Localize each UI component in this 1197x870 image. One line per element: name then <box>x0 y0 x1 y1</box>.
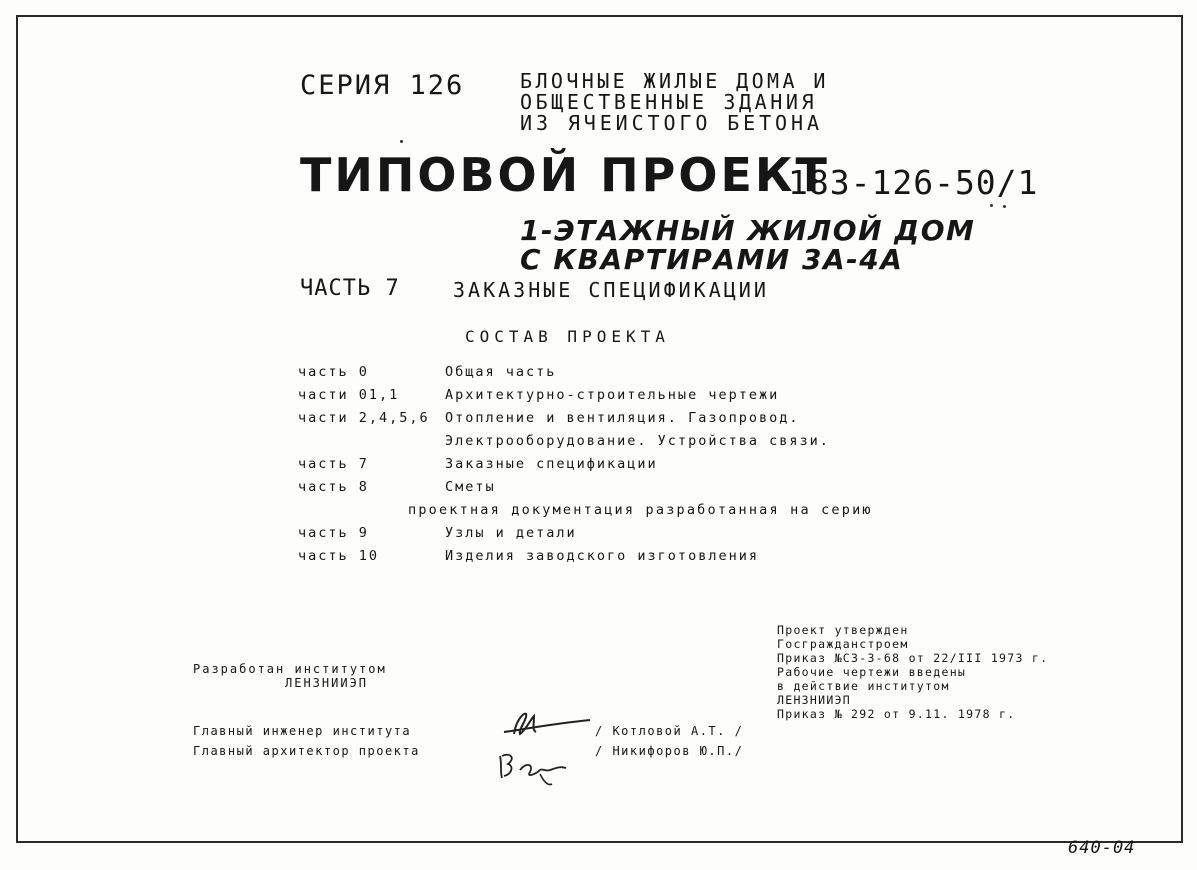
approval-line: Приказ № 292 от 9.11. 1978 г. <box>777 707 1016 721</box>
approval-line: Госгражданстроем <box>777 637 909 651</box>
series-documentation-heading: проектная документация разработанная на серию <box>408 502 873 518</box>
developer-block <box>193 662 387 690</box>
part-number: части 2,4,5,6 <box>298 410 430 426</box>
typical-project-label: ТИПОВОЙ ПРОЕКТ <box>300 148 830 202</box>
part-number: часть 10 <box>298 548 380 564</box>
series-title-line: ОБЩЕСТВЕННЫЕ ЗДАНИЯ <box>520 90 818 114</box>
approval-block <box>777 623 1048 721</box>
project-title-line: 1-ЭТАЖНЫЙ ЖИЛОЙ ДОМ <box>520 214 976 247</box>
part-description: Общая часть <box>445 364 557 380</box>
part-description: Заказные спецификации <box>445 456 658 472</box>
part-number: часть 8 <box>298 479 369 495</box>
part-description: Отопление и вентиляция. Газопровод. <box>445 410 800 426</box>
contents-heading: СОСТАВ ПРОЕКТА <box>465 327 670 346</box>
series-title <box>520 71 829 134</box>
part-number: часть 9 <box>298 525 369 541</box>
part-description: Архитектурно-строительные чертежи <box>445 387 780 403</box>
developer-name: ЛЕНЗНИИЭП <box>285 676 369 690</box>
approval-line: Проект утвержден <box>777 623 909 637</box>
approval-line: ЛЕНЗНИИЭП <box>777 693 852 707</box>
scan-speck <box>990 204 993 207</box>
approval-line: Приказ №С3-3-68 от 22/III 1973 г. <box>777 651 1049 665</box>
series-label: СЕРИЯ 126 <box>300 70 465 101</box>
signatory-role: Главный архитектор проекта <box>193 744 420 758</box>
part-number: часть 0 <box>298 364 369 380</box>
project-title <box>520 216 975 274</box>
part-description: Сметы <box>445 479 496 495</box>
signatory-name: / Никифоров Ю.П./ <box>595 744 744 758</box>
part-label: ЧАСТЬ 7 <box>300 276 400 301</box>
part-description: Электрооборудование. Устройства связи. <box>445 433 830 449</box>
series-title-line: ИЗ ЯЧЕИСТОГО БЕТОНА <box>520 111 823 135</box>
project-title-line: С КВАРТИРАМИ 3А-4А <box>520 243 904 276</box>
developer-label: Разработан институтом <box>193 662 387 676</box>
scan-speck <box>400 140 403 143</box>
part-number: части 01,1 <box>298 387 400 403</box>
series-title-line: БЛОЧНЫЕ ЖИЛЫЕ ДОМА И <box>520 69 829 93</box>
approval-line: в действие институтом <box>777 679 950 693</box>
part-title: ЗАКАЗНЫЕ СПЕЦИФИКАЦИИ <box>453 278 769 302</box>
project-number: 183-126-50/1 <box>788 163 1039 202</box>
part-description: Изделия заводского изготовления <box>445 548 759 564</box>
part-description: Узлы и детали <box>445 525 577 541</box>
scan-speck <box>1003 205 1006 208</box>
handwritten-signatures <box>490 690 600 790</box>
part-number: часть 7 <box>298 456 369 472</box>
sheet-reference: 640-04 <box>1068 838 1136 858</box>
signatory-role: Главный инженер института <box>193 724 412 738</box>
approval-line: Рабочие чертежи введены <box>777 665 967 679</box>
signatory-name: / Котловой А.Т. / <box>595 724 744 738</box>
